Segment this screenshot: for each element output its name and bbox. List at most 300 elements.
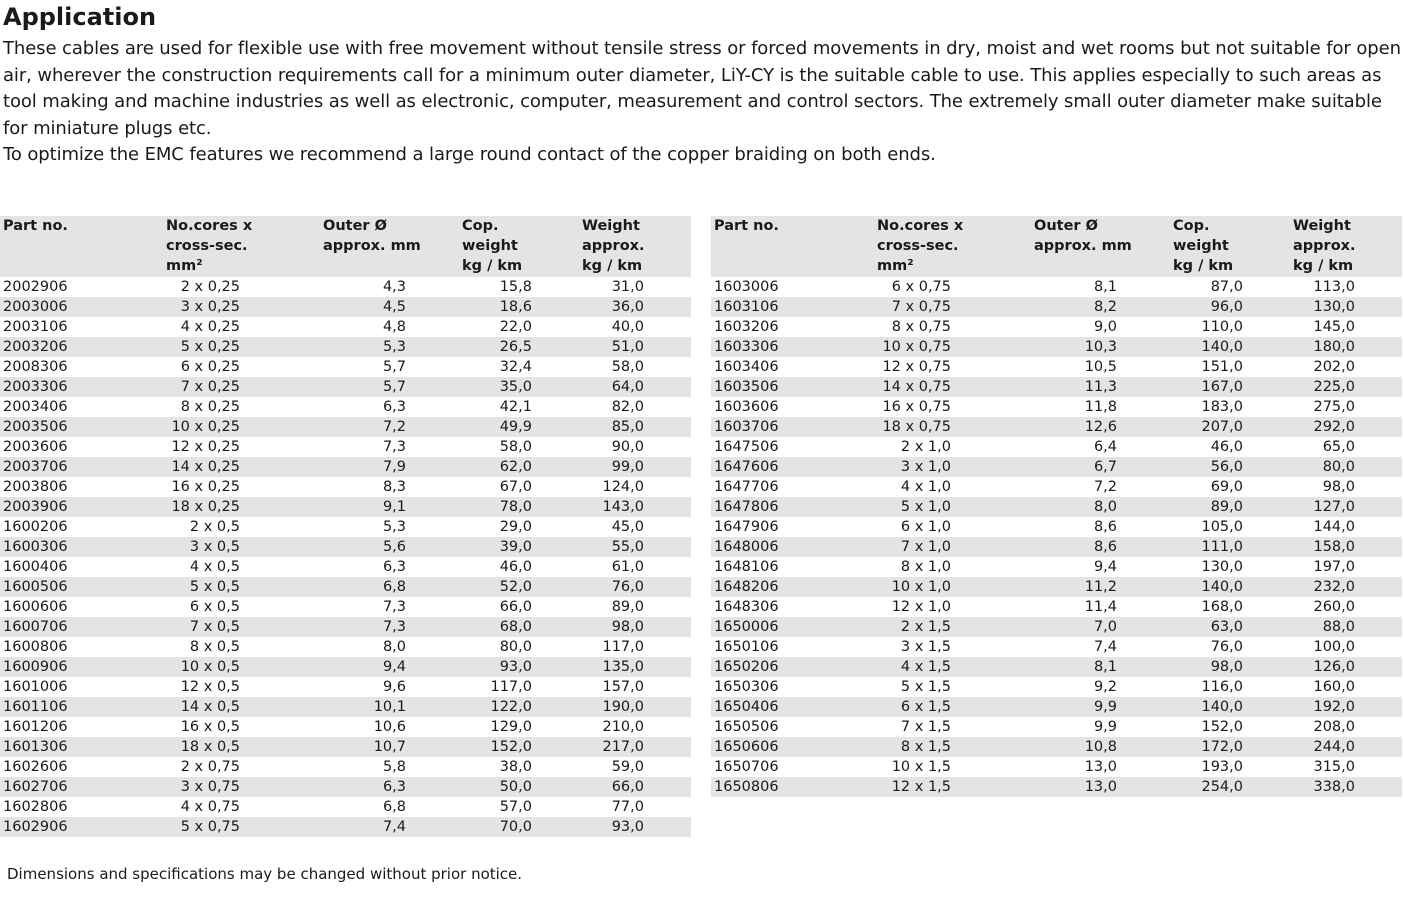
cell-outer-diameter: 7,2 xyxy=(1093,479,1117,495)
cell-part-no: 2003006 xyxy=(3,299,68,315)
cell-cores: 7 x 1,0 xyxy=(900,539,951,555)
cell-outer-diameter: 7,3 xyxy=(382,619,406,635)
cell-copper-weight: 105,0 xyxy=(1201,519,1243,535)
cell-weight: 232,0 xyxy=(1313,579,1355,595)
table-row xyxy=(711,637,1402,657)
cell-cores: 18 x 0,75 xyxy=(882,419,951,435)
cell-cores: 3 x 1,5 xyxy=(900,639,951,655)
table-row xyxy=(711,597,1402,617)
cell-copper-weight: 76,0 xyxy=(1210,639,1243,655)
header-weight-line2: approx. xyxy=(1293,238,1356,254)
cell-outer-diameter: 10,5 xyxy=(1084,359,1117,375)
cell-copper-weight: 167,0 xyxy=(1201,379,1243,395)
cell-outer-diameter: 11,2 xyxy=(1084,579,1117,595)
cell-weight: 157,0 xyxy=(602,679,644,695)
cell-cores: 14 x 0,5 xyxy=(180,699,240,715)
table-row xyxy=(0,477,691,497)
cell-copper-weight: 62,0 xyxy=(499,459,532,475)
table-row xyxy=(0,677,691,697)
cell-outer-diameter: 5,6 xyxy=(382,539,406,555)
cell-copper-weight: 70,0 xyxy=(499,819,532,835)
table-row xyxy=(0,597,691,617)
cell-cores: 6 x 1,5 xyxy=(900,699,951,715)
cell-part-no: 1600206 xyxy=(3,519,68,535)
table-row xyxy=(0,537,691,557)
cell-cores: 10 x 0,75 xyxy=(882,339,951,355)
cell-outer-diameter: 7,4 xyxy=(382,819,406,835)
cell-outer-diameter: 9,4 xyxy=(382,659,406,675)
cell-weight: 80,0 xyxy=(1322,459,1355,475)
cell-weight: 145,0 xyxy=(1313,319,1355,335)
cell-cores: 8 x 0,25 xyxy=(180,399,240,415)
table-row xyxy=(0,757,691,777)
cell-copper-weight: 80,0 xyxy=(499,639,532,655)
cell-cores: 2 x 0,25 xyxy=(180,279,240,295)
cell-weight: 66,0 xyxy=(611,779,644,795)
cell-cores: 10 x 1,5 xyxy=(891,759,951,775)
table-row xyxy=(0,617,691,637)
cell-weight: 40,0 xyxy=(611,319,644,335)
cell-weight: 158,0 xyxy=(1313,539,1355,555)
cell-weight: 275,0 xyxy=(1313,399,1355,415)
cell-copper-weight: 168,0 xyxy=(1201,599,1243,615)
cell-copper-weight: 78,0 xyxy=(499,499,532,515)
cell-part-no: 2003806 xyxy=(3,479,68,495)
table-row xyxy=(711,377,1402,397)
cell-outer-diameter: 7,2 xyxy=(382,419,406,435)
intro-paragraph-1: These cables are used for flexible use with free movement without tensile stress or forced movements in dry, moist and wet rooms but not suitable for open air, wherever the construction requirements call for a minimum outer diameter, LiY-CY is the suitable cable to use. This applies especially to such areas as tool making and machine industries as well as electronic, computer, measurement and control sectors. The extremely small outer diameter make suitable for miniature plugs etc. xyxy=(3,38,1401,139)
table-row xyxy=(711,757,1402,777)
cell-outer-diameter: 10,3 xyxy=(1084,339,1117,355)
cell-weight: 113,0 xyxy=(1313,279,1355,295)
cell-weight: 126,0 xyxy=(1313,659,1355,675)
cell-cores: 14 x 0,25 xyxy=(171,459,240,475)
cell-weight: 100,0 xyxy=(1313,639,1355,655)
cell-outer-diameter: 7,4 xyxy=(1093,639,1117,655)
table-row xyxy=(0,397,691,417)
table-row xyxy=(0,697,691,717)
cell-copper-weight: 117,0 xyxy=(490,679,532,695)
header-outer-diameter xyxy=(323,216,421,256)
cell-copper-weight: 39,0 xyxy=(499,539,532,555)
page-title: Application xyxy=(3,3,157,31)
cell-cores: 12 x 1,0 xyxy=(891,599,951,615)
cell-outer-diameter: 5,3 xyxy=(382,519,406,535)
cell-part-no: 2003706 xyxy=(3,459,68,475)
cell-copper-weight: 151,0 xyxy=(1201,359,1243,375)
cell-outer-diameter: 8,6 xyxy=(1093,539,1117,555)
cell-outer-diameter: 5,7 xyxy=(382,359,406,375)
cell-cores: 16 x 0,5 xyxy=(180,719,240,735)
cell-part-no: 1650806 xyxy=(714,779,779,795)
cell-cores: 14 x 0,75 xyxy=(882,379,951,395)
cell-outer-diameter: 10,6 xyxy=(373,719,406,735)
cell-part-no: 1650206 xyxy=(714,659,779,675)
cell-outer-diameter: 9,0 xyxy=(1093,319,1117,335)
cell-outer-diameter: 7,0 xyxy=(1093,619,1117,635)
cell-part-no: 1650406 xyxy=(714,699,779,715)
cell-weight: 85,0 xyxy=(611,419,644,435)
cell-part-no: 1647606 xyxy=(714,459,779,475)
cell-weight: 31,0 xyxy=(611,279,644,295)
header-cop-line2: weight xyxy=(462,238,518,254)
table-header xyxy=(711,216,1402,277)
header-weight-line1: Weight xyxy=(582,218,640,234)
cell-cores: 5 x 0,25 xyxy=(180,339,240,355)
cell-outer-diameter: 13,0 xyxy=(1084,779,1117,795)
cell-copper-weight: 56,0 xyxy=(1210,459,1243,475)
cell-outer-diameter: 11,8 xyxy=(1084,399,1117,415)
cell-cores: 8 x 0,75 xyxy=(891,319,951,335)
cell-copper-weight: 122,0 xyxy=(490,699,532,715)
cell-weight: 77,0 xyxy=(611,799,644,815)
cell-outer-diameter: 9,9 xyxy=(1093,699,1117,715)
table-row xyxy=(711,557,1402,577)
cell-part-no: 1603406 xyxy=(714,359,779,375)
cell-copper-weight: 58,0 xyxy=(499,439,532,455)
header-cop-line3: kg / km xyxy=(1173,258,1234,274)
intro-text xyxy=(3,36,1401,169)
cell-cores: 10 x 1,0 xyxy=(891,579,951,595)
cell-part-no: 1603306 xyxy=(714,339,779,355)
table-header xyxy=(0,216,691,277)
cell-weight: 98,0 xyxy=(1322,479,1355,495)
cell-cores: 12 x 0,75 xyxy=(882,359,951,375)
header-cop-line2: weight xyxy=(1173,238,1229,254)
cell-weight: 88,0 xyxy=(1322,619,1355,635)
cell-cores: 7 x 1,5 xyxy=(900,719,951,735)
cell-cores: 10 x 0,5 xyxy=(180,659,240,675)
table-row xyxy=(711,457,1402,477)
cell-outer-diameter: 6,3 xyxy=(382,779,406,795)
table-row xyxy=(0,457,691,477)
table-row xyxy=(711,477,1402,497)
header-weight xyxy=(1293,216,1355,276)
cell-part-no: 1600506 xyxy=(3,579,68,595)
cell-weight: 99,0 xyxy=(611,459,644,475)
cell-cores: 12 x 1,5 xyxy=(891,779,951,795)
cell-outer-diameter: 9,1 xyxy=(382,499,406,515)
cell-copper-weight: 129,0 xyxy=(490,719,532,735)
table-row xyxy=(711,317,1402,337)
cell-copper-weight: 207,0 xyxy=(1201,419,1243,435)
table-row xyxy=(0,717,691,737)
cell-copper-weight: 15,8 xyxy=(499,279,532,295)
cell-cores: 8 x 0,5 xyxy=(189,639,240,655)
cell-weight: 117,0 xyxy=(602,639,644,655)
cell-cores: 4 x 1,5 xyxy=(900,659,951,675)
header-weight-line2: approx. xyxy=(582,238,645,254)
cell-copper-weight: 254,0 xyxy=(1201,779,1243,795)
cell-part-no: 2003306 xyxy=(3,379,68,395)
table-row xyxy=(0,797,691,817)
header-cop-line3: kg / km xyxy=(462,258,523,274)
table-row xyxy=(0,777,691,797)
cell-outer-diameter: 8,3 xyxy=(382,479,406,495)
cell-cores: 5 x 1,5 xyxy=(900,679,951,695)
cell-copper-weight: 49,9 xyxy=(499,419,532,435)
header-weight xyxy=(582,216,645,276)
cell-outer-diameter: 5,3 xyxy=(382,339,406,355)
cell-copper-weight: 32,4 xyxy=(499,359,532,375)
cell-outer-diameter: 5,7 xyxy=(382,379,406,395)
cell-part-no: 2003506 xyxy=(3,419,68,435)
header-weight-line3: kg / km xyxy=(1293,258,1354,274)
header-part-no: Part no. xyxy=(3,218,68,234)
table-row xyxy=(711,517,1402,537)
cell-part-no: 1602906 xyxy=(3,819,68,835)
cell-cores: 5 x 0,75 xyxy=(180,819,240,835)
cell-weight: 93,0 xyxy=(611,819,644,835)
cell-cores: 3 x 0,25 xyxy=(180,299,240,315)
cell-part-no: 1603106 xyxy=(714,299,779,315)
cell-copper-weight: 68,0 xyxy=(499,619,532,635)
table-row xyxy=(0,817,691,837)
header-cop-line1: Cop. xyxy=(462,218,499,234)
cell-outer-diameter: 8,1 xyxy=(1093,279,1117,295)
cell-copper-weight: 57,0 xyxy=(499,799,532,815)
cell-outer-diameter: 6,3 xyxy=(382,399,406,415)
table-body-left xyxy=(0,277,691,837)
cell-weight: 144,0 xyxy=(1313,519,1355,535)
cell-part-no: 1647806 xyxy=(714,499,779,515)
cell-cores: 2 x 0,75 xyxy=(180,759,240,775)
cell-outer-diameter: 8,2 xyxy=(1093,299,1117,315)
cell-outer-diameter: 10,7 xyxy=(373,739,406,755)
cell-copper-weight: 96,0 xyxy=(1210,299,1243,315)
cell-part-no: 1603706 xyxy=(714,419,779,435)
cell-part-no: 1602806 xyxy=(3,799,68,815)
cell-weight: 180,0 xyxy=(1313,339,1355,355)
cell-outer-diameter: 9,4 xyxy=(1093,559,1117,575)
table-row xyxy=(711,777,1402,797)
cell-cores: 3 x 1,0 xyxy=(900,459,951,475)
cell-copper-weight: 130,0 xyxy=(1201,559,1243,575)
cell-weight: 76,0 xyxy=(611,579,644,595)
cell-weight: 160,0 xyxy=(1313,679,1355,695)
cell-weight: 208,0 xyxy=(1313,719,1355,735)
cell-cores: 18 x 0,5 xyxy=(180,739,240,755)
table-row xyxy=(711,737,1402,757)
cell-copper-weight: 69,0 xyxy=(1210,479,1243,495)
cell-weight: 292,0 xyxy=(1313,419,1355,435)
cell-part-no: 2008306 xyxy=(3,359,68,375)
cell-part-no: 2002906 xyxy=(3,279,68,295)
cell-copper-weight: 66,0 xyxy=(499,599,532,615)
cell-cores: 5 x 0,5 xyxy=(189,579,240,595)
table-row xyxy=(0,297,691,317)
cell-cores: 8 x 1,5 xyxy=(900,739,951,755)
cell-cores: 4 x 0,5 xyxy=(189,559,240,575)
cell-part-no: 1650506 xyxy=(714,719,779,735)
cell-cores: 6 x 1,0 xyxy=(900,519,951,535)
cell-weight: 58,0 xyxy=(611,359,644,375)
cell-copper-weight: 183,0 xyxy=(1201,399,1243,415)
table-row xyxy=(0,317,691,337)
cell-outer-diameter: 8,1 xyxy=(1093,659,1117,675)
cell-cores: 7 x 0,25 xyxy=(180,379,240,395)
cell-weight: 64,0 xyxy=(611,379,644,395)
table-row xyxy=(711,337,1402,357)
cell-outer-diameter: 6,8 xyxy=(382,579,406,595)
cell-outer-diameter: 8,0 xyxy=(1093,499,1117,515)
cell-part-no: 1601206 xyxy=(3,719,68,735)
cell-outer-diameter: 12,6 xyxy=(1084,419,1117,435)
cell-outer-diameter: 6,3 xyxy=(382,559,406,575)
cell-copper-weight: 172,0 xyxy=(1201,739,1243,755)
cell-outer-diameter: 5,8 xyxy=(382,759,406,775)
cell-weight: 260,0 xyxy=(1313,599,1355,615)
cell-copper-weight: 110,0 xyxy=(1201,319,1243,335)
header-outer-diameter xyxy=(1034,216,1132,256)
cell-cores: 3 x 0,5 xyxy=(189,539,240,555)
cell-copper-weight: 193,0 xyxy=(1201,759,1243,775)
cell-part-no: 1650706 xyxy=(714,759,779,775)
table-body-right xyxy=(711,277,1402,797)
cell-part-no: 1602606 xyxy=(3,759,68,775)
cell-copper-weight: 29,0 xyxy=(499,519,532,535)
cell-weight: 225,0 xyxy=(1313,379,1355,395)
table-row xyxy=(711,497,1402,517)
cell-part-no: 1648206 xyxy=(714,579,779,595)
cell-weight: 135,0 xyxy=(602,659,644,675)
table-row xyxy=(711,297,1402,317)
cell-weight: 90,0 xyxy=(611,439,644,455)
cell-part-no: 1603206 xyxy=(714,319,779,335)
cell-weight: 244,0 xyxy=(1313,739,1355,755)
cell-part-no: 1602706 xyxy=(3,779,68,795)
cell-part-no: 1648106 xyxy=(714,559,779,575)
cell-outer-diameter: 8,0 xyxy=(382,639,406,655)
intro-paragraph-2: To optimize the EMC features we recommend a large round contact of the copper braiding on both ends. xyxy=(3,144,936,166)
header-cores xyxy=(877,216,963,276)
cell-copper-weight: 111,0 xyxy=(1201,539,1243,555)
table-row xyxy=(711,537,1402,557)
table-row xyxy=(0,357,691,377)
cell-copper-weight: 140,0 xyxy=(1201,339,1243,355)
cell-outer-diameter: 8,6 xyxy=(1093,519,1117,535)
cell-copper-weight: 93,0 xyxy=(499,659,532,675)
table-row xyxy=(0,277,691,297)
cell-cores: 4 x 0,75 xyxy=(180,799,240,815)
cell-copper-weight: 89,0 xyxy=(1210,499,1243,515)
cell-weight: 59,0 xyxy=(611,759,644,775)
cell-weight: 55,0 xyxy=(611,539,644,555)
cell-part-no: 1603506 xyxy=(714,379,779,395)
cell-weight: 89,0 xyxy=(611,599,644,615)
cell-outer-diameter: 6,7 xyxy=(1093,459,1117,475)
table-row xyxy=(711,677,1402,697)
cell-outer-diameter: 9,9 xyxy=(1093,719,1117,735)
cell-weight: 338,0 xyxy=(1313,779,1355,795)
cell-cores: 7 x 0,5 xyxy=(189,619,240,635)
cell-outer-diameter: 7,3 xyxy=(382,439,406,455)
cell-part-no: 2003906 xyxy=(3,499,68,515)
header-part-no: Part no. xyxy=(714,218,779,234)
cell-weight: 192,0 xyxy=(1313,699,1355,715)
table-row xyxy=(0,737,691,757)
cell-weight: 45,0 xyxy=(611,519,644,535)
header-copper-weight xyxy=(1173,216,1233,276)
header-cop-line1: Cop. xyxy=(1173,218,1210,234)
cell-copper-weight: 42,1 xyxy=(499,399,532,415)
cell-cores: 12 x 0,5 xyxy=(180,679,240,695)
table-row xyxy=(711,657,1402,677)
table-row xyxy=(0,337,691,357)
table-row xyxy=(0,437,691,457)
cell-part-no: 1601106 xyxy=(3,699,68,715)
header-cores xyxy=(166,216,252,276)
table-row xyxy=(711,277,1402,297)
cell-part-no: 1648006 xyxy=(714,539,779,555)
table-row xyxy=(0,657,691,677)
cell-weight: 51,0 xyxy=(611,339,644,355)
cell-copper-weight: 140,0 xyxy=(1201,579,1243,595)
cell-weight: 98,0 xyxy=(611,619,644,635)
cell-cores: 6 x 0,75 xyxy=(891,279,951,295)
cell-cores: 18 x 0,25 xyxy=(171,499,240,515)
table-row xyxy=(711,437,1402,457)
cell-outer-diameter: 10,1 xyxy=(373,699,406,715)
footer-note: Dimensions and specifications may be changed without prior notice. xyxy=(7,865,523,883)
cell-part-no: 1650006 xyxy=(714,619,779,635)
cell-weight: 210,0 xyxy=(602,719,644,735)
cell-part-no: 2003206 xyxy=(3,339,68,355)
cell-copper-weight: 46,0 xyxy=(499,559,532,575)
cell-weight: 82,0 xyxy=(611,399,644,415)
cell-outer-diameter: 11,4 xyxy=(1084,599,1117,615)
cell-part-no: 1603606 xyxy=(714,399,779,415)
cell-cores: 5 x 1,0 xyxy=(900,499,951,515)
header-cores-line2: cross-sec. xyxy=(877,238,959,254)
cell-weight: 315,0 xyxy=(1313,759,1355,775)
cell-outer-diameter: 4,5 xyxy=(382,299,406,315)
cell-copper-weight: 116,0 xyxy=(1201,679,1243,695)
cell-weight: 65,0 xyxy=(1322,439,1355,455)
cell-copper-weight: 152,0 xyxy=(1201,719,1243,735)
header-outer-line1: Outer Ø xyxy=(1034,218,1098,234)
cell-outer-diameter: 7,3 xyxy=(382,599,406,615)
table-row xyxy=(0,377,691,397)
cell-cores: 4 x 0,25 xyxy=(180,319,240,335)
cell-weight: 61,0 xyxy=(611,559,644,575)
header-cores-line3: mm² xyxy=(877,258,914,274)
cell-weight: 217,0 xyxy=(602,739,644,755)
cell-cores: 16 x 0,75 xyxy=(882,399,951,415)
header-outer-line2: approx. mm xyxy=(1034,238,1132,254)
cell-part-no: 1647506 xyxy=(714,439,779,455)
cell-cores: 2 x 0,5 xyxy=(189,519,240,535)
cell-cores: 10 x 0,25 xyxy=(171,419,240,435)
cell-copper-weight: 26,5 xyxy=(499,339,532,355)
table-row xyxy=(711,617,1402,637)
cell-copper-weight: 63,0 xyxy=(1210,619,1243,635)
table-row xyxy=(0,557,691,577)
cell-copper-weight: 35,0 xyxy=(499,379,532,395)
header-weight-line3: kg / km xyxy=(582,258,643,274)
cell-weight: 130,0 xyxy=(1313,299,1355,315)
cell-outer-diameter: 10,8 xyxy=(1084,739,1117,755)
cell-outer-diameter: 9,2 xyxy=(1093,679,1117,695)
cell-part-no: 1601006 xyxy=(3,679,68,695)
cell-outer-diameter: 6,8 xyxy=(382,799,406,815)
header-outer-line2: approx. mm xyxy=(323,238,421,254)
cell-cores: 6 x 0,25 xyxy=(180,359,240,375)
cell-outer-diameter: 9,6 xyxy=(382,679,406,695)
cell-part-no: 1647706 xyxy=(714,479,779,495)
cell-copper-weight: 140,0 xyxy=(1201,699,1243,715)
header-cores-line3: mm² xyxy=(166,258,203,274)
